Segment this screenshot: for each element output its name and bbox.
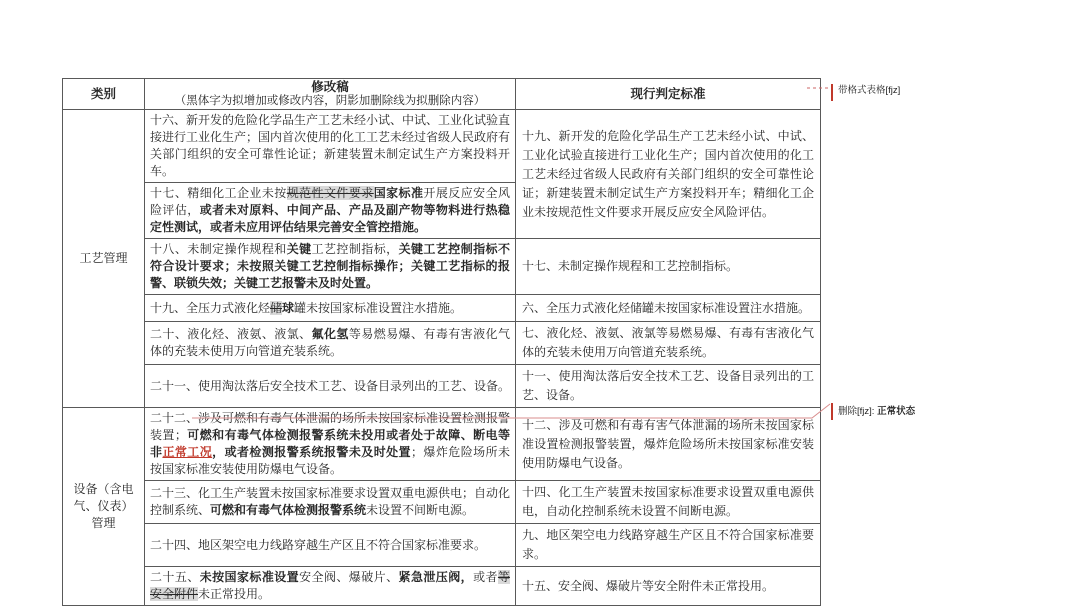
text: 十七、未制定操作规程和工艺控制指标。 xyxy=(522,259,739,273)
table-row xyxy=(63,481,821,524)
text: 十二、涉及可燃和有毒有害气体泄漏的场所未按国家标准设置检测报警装置，爆炸危险场所未按国家标准安装使用防爆电气设备。 xyxy=(522,417,814,470)
text: 二十、液化烃、液氨、液氯、 xyxy=(150,327,312,341)
added-text: ，或者检测报警系统报警未及时处置 xyxy=(212,445,411,459)
revised-draft-cell[interactable] xyxy=(145,295,516,322)
added-text: 球 xyxy=(282,300,295,315)
added-text: 可燃和有毒气体检测报警系统未投用或者处于故障、断电等非 xyxy=(150,428,510,459)
text: 十九、全压力式液化烃 xyxy=(150,300,271,315)
added-text: 未按国家标准设置 xyxy=(199,570,300,584)
header-category-label: 类别 xyxy=(90,87,116,101)
table-row xyxy=(63,239,821,295)
table-row xyxy=(63,110,821,183)
deletion-comment[interactable] xyxy=(838,406,915,418)
text: 十七、精细化工企业未按 xyxy=(150,186,287,200)
text: 十五、安全阀、爆破片等安全附件未正常投用。 xyxy=(522,578,775,593)
text: 九、地区架空电力线路穿越生产区且不符合国家标准要求。 xyxy=(522,528,814,561)
added-text: 国家标准 xyxy=(373,186,424,200)
text: 七、液化烃、液氨、液氯等易燃易爆、有毒有害液化气体的充装未使用万向管道充装系统。 xyxy=(522,326,814,359)
text: 或者 xyxy=(473,570,498,584)
deletion-comment-prefix: 删除[fjz]: xyxy=(838,406,878,417)
text: 二十四、地区架空电力线路穿越生产区且不符合国家标准要求。 xyxy=(150,537,487,552)
deletion-comment-content: 正常状态 xyxy=(877,406,916,417)
deleted-text: 储 xyxy=(270,300,283,315)
table-row xyxy=(63,408,821,481)
text: 六、全压力式液化烃储罐未按国家标准设置注水措施。 xyxy=(522,300,811,315)
current-standard-cell[interactable] xyxy=(516,524,821,567)
added-text: 或者未对原料、中间产品、产品及副产物等物料进行热稳定性测试，或者未应用评估结果完善安全管控措施。 xyxy=(150,203,510,234)
text: 开展反应安全风险评估， xyxy=(150,186,510,217)
text: 工艺控制指标， xyxy=(311,242,399,256)
text: 二十一、使用淘汰落后安全技术工艺、设备目录列出的工艺、设备。 xyxy=(150,378,511,393)
header-current-standard[interactable] xyxy=(516,79,821,110)
revised-draft-cell[interactable] xyxy=(145,365,516,408)
header-current-label: 现行判定标准 xyxy=(630,87,706,101)
table-body xyxy=(63,110,821,606)
revised-draft-cell[interactable] xyxy=(145,567,516,606)
text: 二十五、 xyxy=(150,570,200,584)
formatted-comment-text: 带格式表格[fjz] xyxy=(838,85,901,96)
text: ；爆炸危险场所未按国家标准安装使用防爆电气设备。 xyxy=(150,445,510,476)
text: 十八、未制定操作规程和 xyxy=(150,242,287,256)
added-text: 关键工艺控制指标不符合设计要求；未按照关键工艺控制指标操作；关键工艺指标的报警、联锁失效；关键工艺报警未及时处置。 xyxy=(150,242,510,290)
header-revised-title: 修改稿 xyxy=(311,80,349,94)
revised-draft-cell[interactable] xyxy=(145,524,516,567)
revised-draft-cell[interactable] xyxy=(145,239,516,295)
header-category[interactable] xyxy=(63,79,145,110)
current-standard-cell[interactable] xyxy=(516,365,821,408)
table-row xyxy=(63,322,821,365)
current-standard-cell[interactable] xyxy=(516,322,821,365)
text: 未设置不间断电源。 xyxy=(366,503,475,517)
text: 安全阀、爆破片、 xyxy=(299,570,399,584)
added-text: 紧急泄压阀， xyxy=(398,570,474,584)
category-cell[interactable]: 工艺管理 xyxy=(63,110,145,408)
table-row xyxy=(63,295,821,322)
current-standard-cell[interactable] xyxy=(516,295,821,322)
current-standard-cell[interactable] xyxy=(516,239,821,295)
table-row xyxy=(63,567,821,606)
inserted-text: 正常工况 xyxy=(162,445,213,459)
revised-draft-cell[interactable] xyxy=(145,183,516,239)
formatted-comment-bar xyxy=(831,84,833,101)
added-text: 关键 xyxy=(286,242,312,256)
category-cell[interactable]: 设备（含电气、仪表）管理 xyxy=(63,408,145,606)
text: 罐未按国家标准设置注水措施。 xyxy=(294,300,463,315)
text: 二十二、涉及可燃和有毒气体泄漏的场所未按国家标准设置检测报警装置； xyxy=(150,411,511,442)
deletion-comment-bar xyxy=(831,403,833,420)
added-text: 可燃和有毒气体检测报警系统 xyxy=(210,503,367,517)
text: 十四、化工生产装置未按国家标准要求设置双重电源供电，自动化控制系统未设置不间断电源。 xyxy=(522,485,814,518)
header-revised-draft[interactable] xyxy=(145,79,516,110)
text: 十六、新开发的危险化学品生产工艺未经小试、中试、工业化试验直接进行工业化生产；国内首次使用的化工工艺未经过省级人民政府有关部门组织的安全可靠性论证；新建装置未制定试生产方案投料开车。 xyxy=(150,113,511,178)
formatted-comment[interactable] xyxy=(838,85,900,97)
text: 二十三、化工生产装置未按国家标准要求设置双重电源供电；自动化控制系统、 xyxy=(150,486,511,517)
comparison-table xyxy=(62,78,821,606)
text: 十一、使用淘汰落后安全技术工艺、设备目录列出的工艺、设备。 xyxy=(522,369,814,402)
revised-draft-cell[interactable] xyxy=(145,481,516,524)
text: 未正常投用。 xyxy=(198,587,271,601)
text: 十九、新开发的危险化学品生产工艺未经小试、中试、工业化试验直接进行工业化生产；国内首次使用的化工工艺未经过省级人民政府有关部门组织的安全可靠性论证；新建装置未制定试生产方案投料开车；精细化工企业未按规范性文件要求开展反应安全风险评估。 xyxy=(522,128,814,219)
current-standard-cell[interactable] xyxy=(516,481,821,524)
table-row xyxy=(63,524,821,567)
added-text: 氟化氢 xyxy=(311,327,349,341)
text: 等易燃易爆、有毒有害液化气体的充装未使用万向管道充装系统。 xyxy=(150,327,510,358)
table-header-row xyxy=(63,79,821,110)
revised-draft-cell[interactable] xyxy=(145,408,516,481)
current-standard-cell[interactable] xyxy=(516,567,821,606)
current-standard-cell[interactable] xyxy=(516,110,821,239)
header-revised-subtitle: （黑体字为拟增加或修改内容，阴影加删除线为拟删除内容） xyxy=(174,95,486,107)
table-row xyxy=(63,365,821,408)
deleted-text: 等安全附件 xyxy=(150,570,510,601)
current-standard-cell[interactable] xyxy=(516,408,821,481)
revised-draft-cell[interactable] xyxy=(145,110,516,183)
deleted-text: 规范性文件要求 xyxy=(286,186,374,200)
revised-draft-cell[interactable] xyxy=(145,322,516,365)
